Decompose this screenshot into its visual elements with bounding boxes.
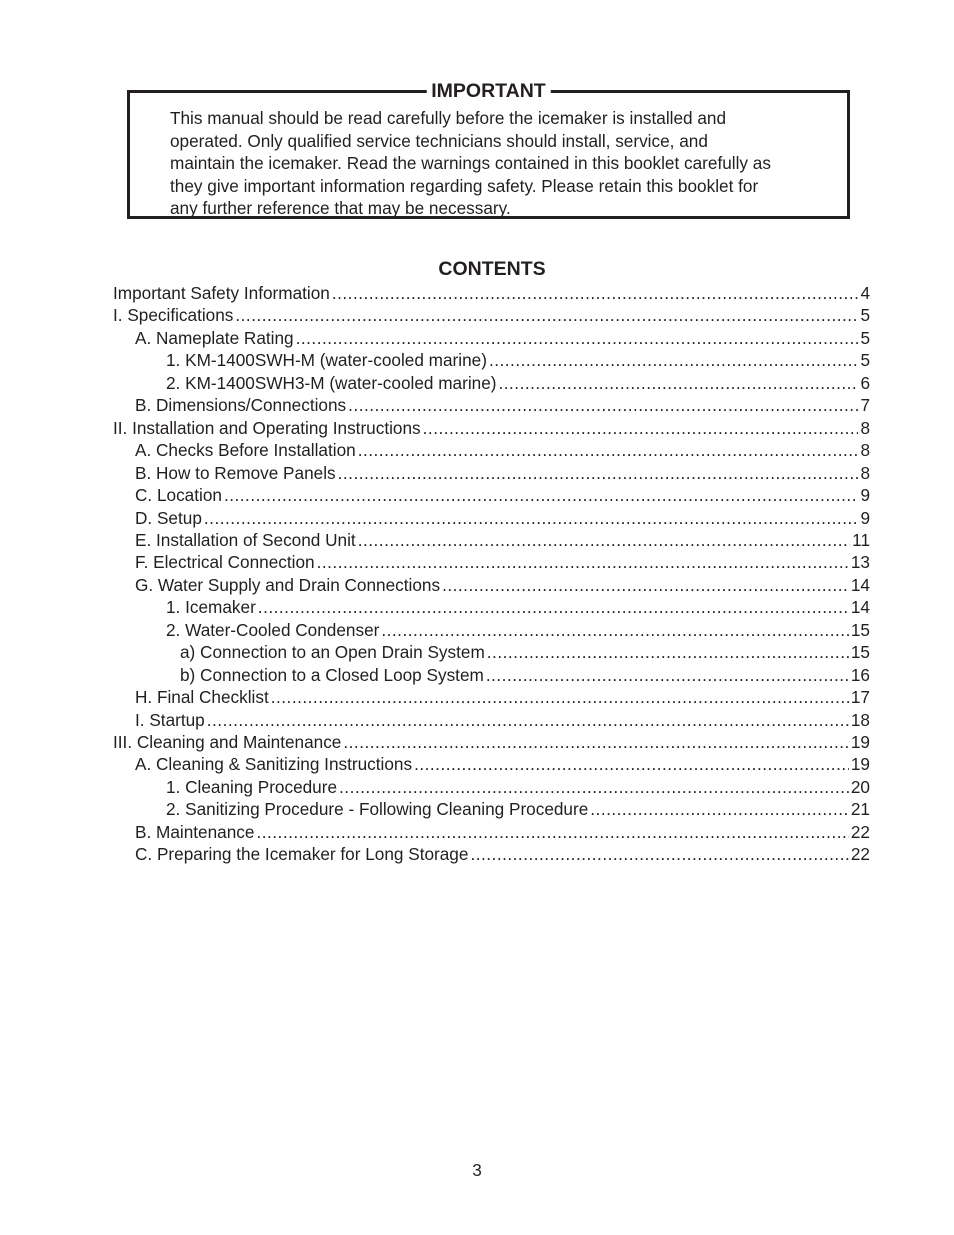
toc-entry	[135, 753, 870, 775]
dot-leader	[358, 529, 850, 551]
toc-entry	[135, 462, 870, 484]
dot-leader	[358, 439, 859, 461]
toc-entry-page: 17	[850, 687, 870, 708]
toc-entry-label: a) Connection to an Open Drain System	[180, 642, 485, 663]
toc-entry	[135, 327, 870, 349]
toc-entry-page: 11	[852, 529, 870, 550]
dot-leader	[332, 282, 859, 304]
toc-entry-page: 19	[850, 732, 870, 752]
dot-leader	[256, 821, 848, 843]
toc-entry	[113, 731, 870, 753]
dot-leader	[271, 686, 849, 708]
toc-entry-label: III. Cleaning and Maintenance	[113, 732, 342, 752]
toc-entry	[135, 821, 870, 843]
toc-entry-label: H. Final Checklist	[135, 687, 269, 708]
toc-entry	[135, 529, 870, 551]
toc-entry-page: 19	[850, 754, 870, 775]
toc-entry-label: B. How to Remove Panels	[135, 462, 336, 483]
toc-entry	[135, 394, 870, 416]
dot-leader	[296, 327, 859, 349]
dot-leader	[343, 731, 849, 753]
toc-entry-label: b) Connection to a Closed Loop System	[180, 664, 484, 685]
toc-entry	[135, 551, 870, 573]
toc-entry-label: C. Preparing the Icemaker for Long Storage	[135, 844, 469, 865]
toc-entry-page: 22	[850, 844, 870, 865]
toc-entry-page: 8	[860, 462, 870, 483]
toc-entry-label: 1. Cleaning Procedure	[166, 776, 338, 797]
toc-entry-page: 15	[850, 619, 870, 640]
dot-leader	[423, 417, 859, 439]
toc-entry	[135, 439, 870, 461]
toc-entry-label: A. Nameplate Rating	[135, 327, 294, 348]
toc-entry-label: B. Maintenance	[135, 821, 255, 842]
dot-leader	[498, 372, 858, 394]
toc-entry	[166, 798, 870, 820]
dot-leader	[486, 664, 849, 686]
toc-entry	[166, 776, 870, 798]
toc-entry-page: 5	[860, 305, 870, 326]
toc-entry	[135, 574, 870, 596]
toc-entry-label: 2. KM-1400SWH3-M (water-cooled marine)	[166, 372, 497, 393]
toc-entry	[166, 596, 870, 618]
toc-entry-page: 5	[860, 350, 870, 371]
toc-entry-label: II. Installation and Operating Instructions	[113, 417, 421, 438]
toc-entry-page: 16	[850, 664, 870, 685]
toc-entry-page: 15	[850, 642, 870, 663]
important-text	[170, 107, 827, 220]
contents-title: CONTENTS	[438, 258, 546, 280]
toc-entry	[166, 619, 870, 641]
toc-entry-page: 9	[860, 485, 870, 506]
important-line: any further reference that may be necessary.	[170, 198, 511, 218]
toc-entry	[166, 372, 870, 394]
important-line: maintain the icemaker. Read the warnings contained in this booklet carefully as	[170, 153, 771, 173]
toc-entry-page: 22	[850, 821, 870, 842]
toc-entry-page: 13	[850, 552, 870, 573]
toc-entry-label: 2. Water-Cooled Condenser	[166, 619, 380, 640]
dot-leader	[470, 843, 848, 865]
dot-leader	[258, 596, 849, 618]
important-line: This manual should be read carefully before the icemaker is installed and	[170, 108, 727, 128]
toc-entry-label: A. Checks Before Installation	[135, 440, 356, 461]
dot-leader	[338, 462, 859, 484]
dot-leader	[317, 551, 849, 573]
toc-entry-label: 1. Icemaker	[166, 597, 256, 618]
toc-entry-page: 9	[860, 507, 870, 528]
toc-entry-label: A. Cleaning & Sanitizing Instructions	[135, 754, 413, 775]
toc-entry-label: F. Electrical Connection	[135, 552, 315, 573]
toc-entry-label: C. Location	[135, 485, 222, 506]
important-title: IMPORTANT	[426, 80, 550, 102]
dot-leader	[204, 507, 859, 529]
toc-entry-label: 2. Sanitizing Procedure - Following Cleaning Procedure	[166, 799, 589, 820]
important-line: they give important information regarding safety. Please retain this booklet for	[170, 175, 759, 196]
toc-entry-label: B. Dimensions/Connections	[135, 395, 347, 416]
toc-entry-page: 6	[860, 372, 870, 393]
important-line: operated. Only qualified service technicians should install, service, and	[170, 130, 708, 151]
page-number: 3	[472, 1160, 482, 1180]
toc-entry	[180, 664, 870, 686]
toc-entry-page: 7	[860, 395, 870, 416]
toc-entry-label: E. Installation of Second Unit	[135, 529, 356, 550]
toc-entry-label: I. Startup	[135, 709, 205, 730]
toc-entry-label: I. Specifications	[113, 305, 234, 326]
dot-leader	[235, 304, 858, 326]
toc-entry	[113, 304, 870, 326]
toc-entry-label: Important Safety Information	[113, 283, 330, 303]
toc-entry-page: 5	[860, 327, 870, 348]
dot-leader	[487, 641, 849, 663]
important-notice-box	[127, 80, 850, 219]
toc-entry-page: 8	[860, 440, 870, 461]
dot-leader	[339, 776, 849, 798]
toc-entry-label: G. Water Supply and Drain Connections	[135, 574, 441, 595]
toc-entry-page: 20	[850, 776, 870, 797]
dot-leader	[224, 484, 858, 506]
dot-leader	[442, 574, 849, 596]
toc-entry	[135, 484, 870, 506]
toc-entry-label: D. Setup	[135, 507, 202, 528]
toc-entry	[135, 709, 870, 731]
toc-entry	[166, 349, 870, 371]
dot-leader	[414, 753, 849, 775]
dot-leader	[381, 619, 849, 641]
toc-entry	[113, 417, 870, 439]
toc-entry	[135, 507, 870, 529]
dot-leader	[207, 709, 849, 731]
toc-entry	[135, 843, 870, 865]
toc-entry-page: 8	[860, 417, 870, 438]
toc-entry	[135, 686, 870, 708]
toc-entry-page: 4	[860, 283, 870, 303]
toc-entry-label: 1. KM-1400SWH-M (water-cooled marine)	[166, 350, 487, 371]
toc-entry-page: 14	[850, 597, 870, 618]
dot-leader	[590, 798, 849, 820]
dot-leader	[348, 394, 858, 416]
dot-leader	[489, 349, 859, 371]
toc-entry-page: 18	[850, 709, 870, 730]
toc-entry-page: 21	[850, 799, 870, 820]
toc-entry	[180, 641, 870, 663]
toc-entry-page: 14	[850, 574, 870, 595]
toc-entry	[113, 282, 870, 304]
